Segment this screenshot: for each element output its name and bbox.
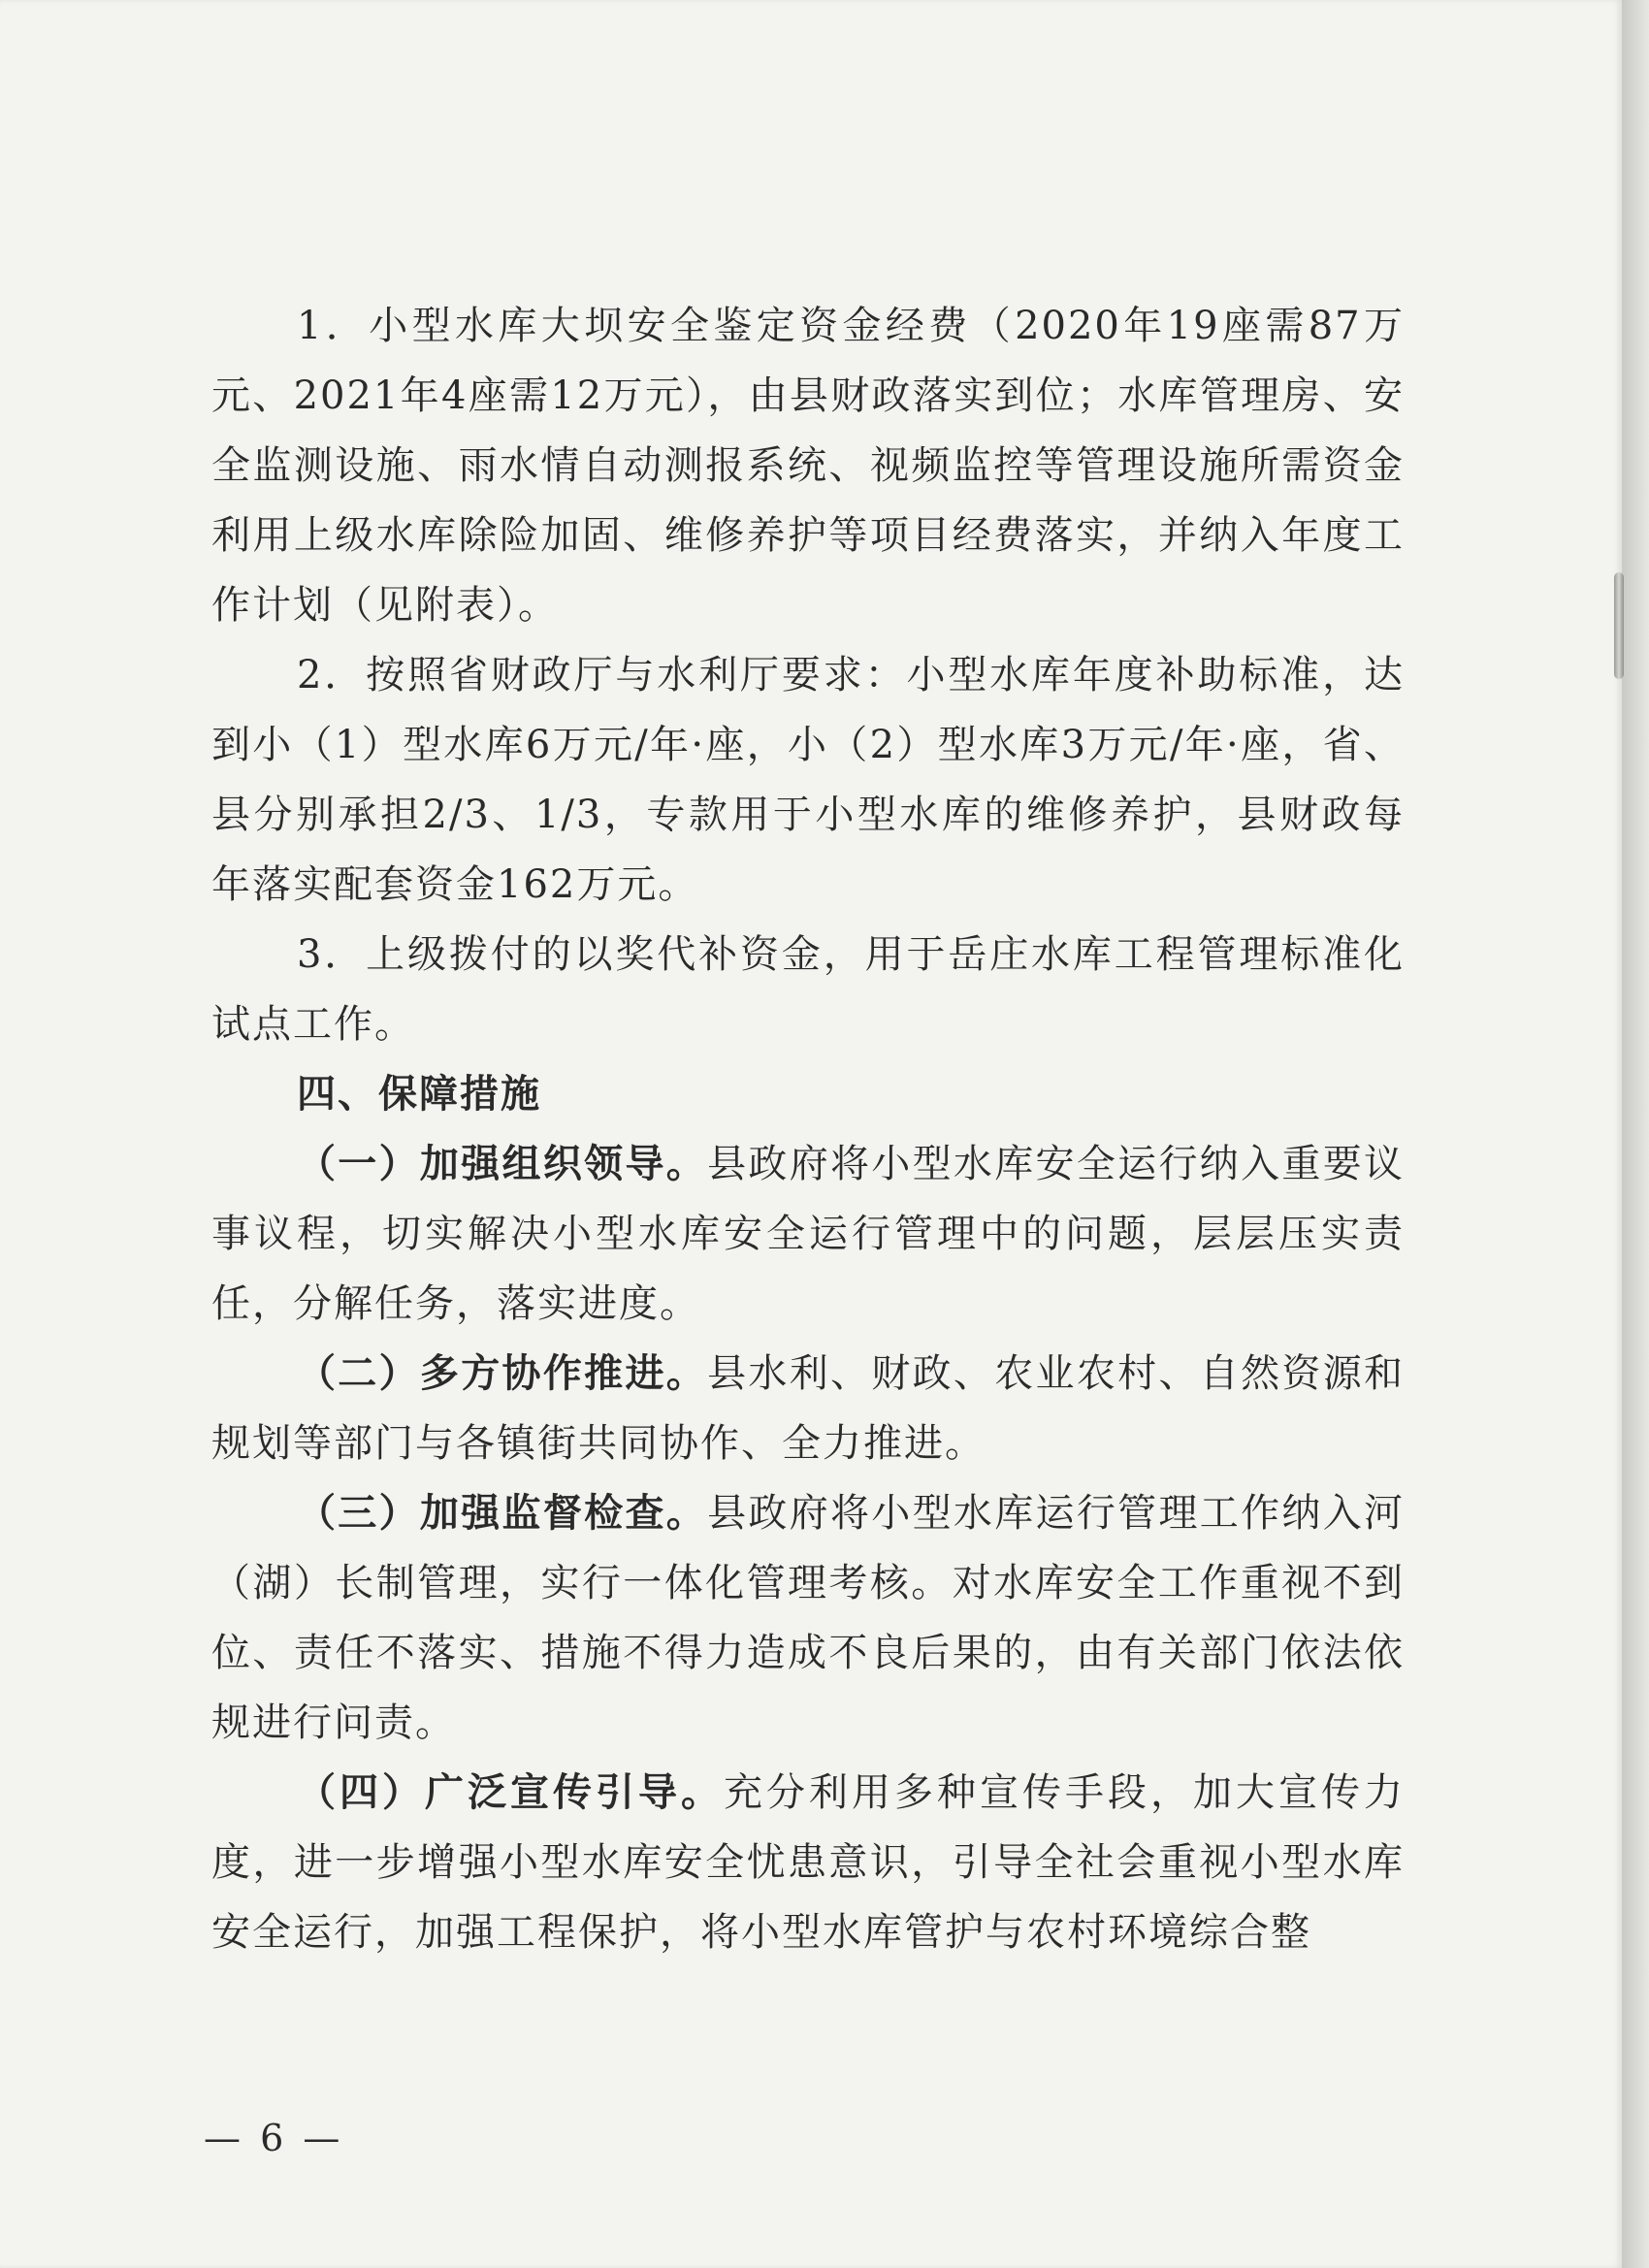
measure-publicity (211, 1758, 1405, 1967)
paragraph-subsidy-standard (211, 640, 1405, 920)
staple-icon (1614, 572, 1624, 679)
paragraph-text: 2．按照省财政厅与水利厅要求：小型水库年度补助标准，达到小（1）型水库6万元/年·座，小（2）型水库3万元/年·座，省、县分别承担2/3、1/3，专款用于小型水库的维修养护，县财政每年落实配套资金162万元。 (211, 653, 1405, 907)
section-heading: 四、保障措施 (297, 1072, 541, 1117)
measure-cooperation (211, 1339, 1405, 1478)
document-body (211, 291, 1405, 1967)
measure-text: 充分利用多种宣传手段，加大宣传力度，进一步增强小型水库安全忧患意识，引导全社会重视小型水库安全运行，加强工程保护，将小型水库管护与农村环境综合整 (211, 1770, 1405, 1955)
measure-organization-leadership (211, 1129, 1405, 1339)
paragraph-text: 1．小型水库大坝安全鉴定资金经费（2020年19座需87万元、2021年4座需12万元），由县财政落实到位；水库管理房、安全监测设施、雨水情自动测报系统、视频监控等管理设施所需资金利用上级水库除险加固、维修养护等项目经费落实，并纳入年度工作计划（见附表）。 (211, 304, 1405, 628)
measure-supervision (211, 1478, 1405, 1758)
measure-lead: （一）加强组织领导。 (297, 1142, 708, 1186)
page-number: — 6 — (204, 2117, 344, 2159)
paragraph-reward-funds (211, 920, 1405, 1059)
page-edge (1622, 0, 1649, 2268)
measure-text: 县政府将小型水库安全运行纳入重要议事议程，切实解决小型水库安全运行管理中的问题，层层压实责任，分解任务，落实进度。 (211, 1142, 1406, 1326)
paragraph-funding-appraisal (211, 291, 1405, 640)
measure-lead: （四）广泛宣传引导。 (297, 1770, 724, 1815)
measure-text: 县政府将小型水库运行管理工作纳入河（湖）长制管理，实行一体化管理考核。对水库安全工作重视不到位、责任不落实、措施不得力造成不良后果的，由有关部门依法依规进行问责。 (211, 1491, 1406, 1745)
measure-lead: （二）多方协作推进。 (297, 1351, 708, 1396)
paragraph-text: 3．上级拨付的以奖代补资金，用于岳庄水库工程管理标准化试点工作。 (211, 932, 1405, 1047)
measure-lead: （三）加强监督检查。 (297, 1491, 708, 1536)
measure-text: 县水利、财政、农业农村、自然资源和规划等部门与各镇街共同协作、全力推进。 (211, 1351, 1406, 1466)
